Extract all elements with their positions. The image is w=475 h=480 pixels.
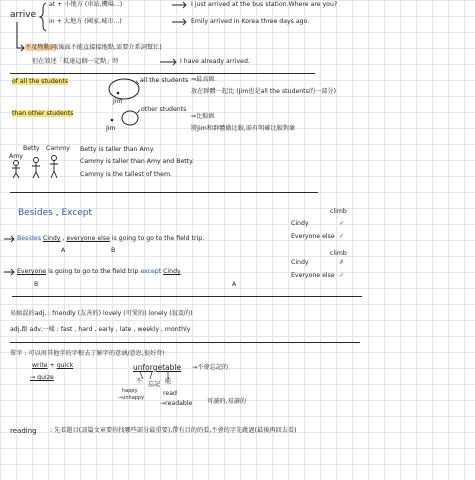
example-sentence-3: Cammy is the tallest of them. [80,171,172,178]
superlative-note: ⇒最高級 [191,76,215,83]
intransitive-note-text: (後面不能直接接地點,需要介系詞幫忙) [55,44,162,51]
result2-cindy: Cindy [291,259,309,266]
than-label: than other students [12,110,74,117]
vocab-unforgettable-meaning: →不會忘記的 [192,364,229,371]
besides-a-label: A [61,247,66,254]
reading-tip: : 先看題目(該篇文章要你找哪些部分最重要),帶有目的的看,不會的字先跳過(最後再回去看) [50,427,297,434]
arrive-note-2: 但在敘述「抵達這個一定點」時 [32,58,119,65]
circle-other-label: other students [141,106,187,113]
vocab-title: 單字 : 可以用其他字的字根去了解字的意涵/意思,很好背! [10,350,165,357]
result2-cindy-cross: ✗ [339,259,345,266]
arrive-heading: arrive [10,10,37,20]
besides-title: Besides [18,208,53,218]
superlative-explain: 放在群體一起比 (Jim也是all the students的一部分) [191,88,336,95]
jim-label-1: Jim [113,98,123,105]
at-example: I just arrived at the bus station.Where are you? [191,1,338,8]
example-sentence-1: Betty is taller than Amy. [80,146,155,153]
result1-cindy: Cindy [291,220,309,227]
result1-everyone-check: ✓ [339,233,345,240]
vocab-quize: → quize [30,374,54,381]
except-b-label: B [34,281,39,288]
result2-everyone-check: ✓ [339,272,345,279]
vocab-unforgettable: unforgetable [133,363,182,372]
result1-cindy-check: ✓ [339,220,345,227]
result2-everyone: Everyone else [291,272,335,279]
arrive-note-result: I have already arrived. [180,58,250,65]
intransitive-highlight: 不及物動詞 [25,44,56,51]
besides-except-title: Besides , Except [18,208,93,218]
name-cammy: Cammy [46,145,70,152]
reading-label: reading [10,427,37,435]
of-label: of all the students [12,78,69,85]
jim-label-2: Jim [106,125,116,132]
in-rule: in + 大地方 (國家,城市...) [49,18,122,25]
name-betty: Betty [23,145,40,152]
circle-all-label: all the students [140,77,189,84]
adj-adv-line: adj.跟 adv.一樣 : fast , hard , early , late , weekly , monthly [10,326,191,333]
at-rule: at + 小地方 (車站,機場...) [49,1,123,8]
divider-2 [10,192,318,193]
vocab-write-quick: write + quick [32,362,74,369]
except-title: Except [61,208,93,218]
root-forget: 忘記 [148,381,161,388]
root-able: 能 [165,378,172,385]
except-sentence: Everyone is going to go to the field trip except Cindy [17,268,181,275]
vocab-unhappy: →unhappy [118,395,145,401]
divider-1 [10,73,315,74]
divider-4 [10,342,360,343]
divider-3 [12,296,362,297]
vocab-read: read [163,390,177,397]
adj-confusion-line: 易搞混的adj. : friendly (友善的) lovely (可愛的) lonely (寂寞的) [10,310,193,317]
root-not: 不 [136,378,143,385]
intransitive-note [25,44,162,51]
in-example: Emily arrived in Korea three days ago. [191,18,310,25]
example-sentence-2: Cammy is taller than Amy and Betty. [80,158,194,165]
vocab-happy: happy [122,388,138,394]
result1-everyone: Everyone else [291,233,335,240]
comparative-explain: 將Jim和群體做比較,需有明確比較對象 [191,125,296,132]
climb-label-1: climb [330,208,347,215]
except-a-label: A [232,281,237,288]
besides-b-label: B [111,247,116,254]
vocab-readable-meaning: 可讀的,易讀的 [207,398,247,405]
besides-sentence: Besides Cindy , everyone else is going to go to the field trip. [17,235,205,242]
comparative-note: ⇒比較級 [191,113,215,120]
name-amy: Amy [9,153,23,160]
vocab-readable: →readable [160,400,193,407]
climb-label-2: climb [330,250,347,257]
